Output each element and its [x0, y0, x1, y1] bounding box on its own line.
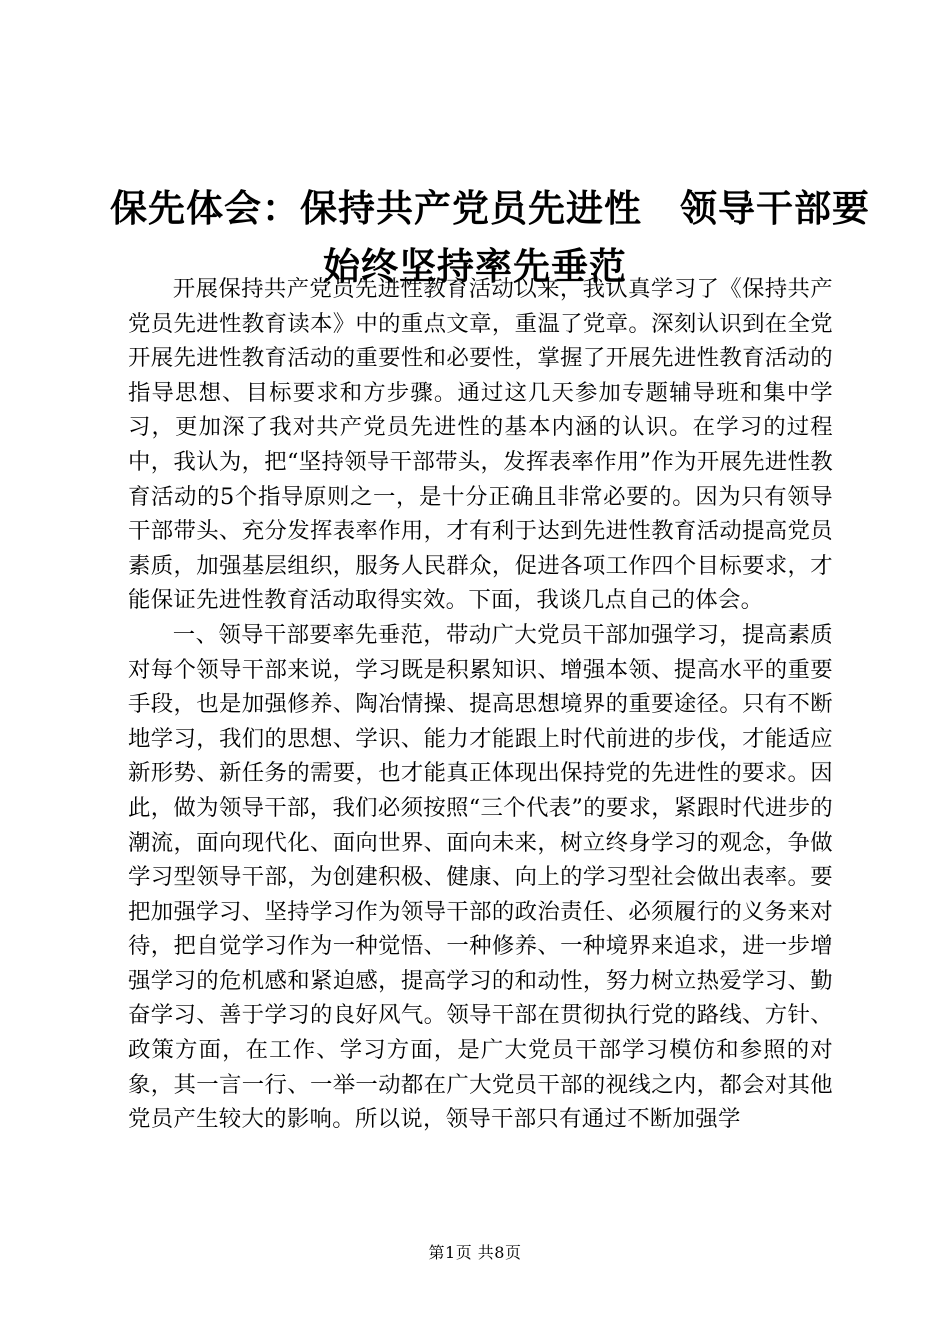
document-title-line-1: 保先体会：保持共产党员先进性 领导干部要	[110, 186, 870, 230]
body-paragraph-1: 开展保持共产党员先进性教育活动以来，我认真学习了《保持共产党员先进性教育读本》中的重点文章，重温了党章。深刻认识到在全党开展先进性教育活动的重要性和必要性，掌握了开展先进性教育活动的指导思想、目标要求和方步骤。通过这几天参加专题辅导班和集中学习，更加深了我对共产党员先进性的基本内涵的认识。在学习的过程中，我认为，把“坚持领导干部带头，发挥表率作用”作为开展先进性教育活动的5个指导原则之一，是十分正确且非常必要的。因为只有领导干部带头、充分发挥表率作用，才有利于达到先进性教育活动提高党员素质，加强基层组织，服务人民群众，促进各项工作四个目标要求，才能保证先进性教育活动取得实效。下面，我谈几点自己的体会。	[128, 276, 833, 614]
document-title-line-2: 始终坚持率先垂范	[323, 244, 627, 288]
page-number-footer: 第1页 共8页	[428, 1243, 522, 1262]
body-paragraph-2: 一、领导干部要率先垂范，带动广大党员干部加强学习，提高素质对每个领导干部来说，学习既是积累知识、增强本领、提高水平的重要手段，也是加强修养、陶冶情操、提高思想境界的重要途径。只有不断地学习，我们的思想、学识、能力才能跟上时代前进的步伐，才能适应新形势、新任务的需要，也才能真正体现出保持党的先进性的要求。因此，做为领导干部，我们必须按照“三个代表”的要求，紧跟时代进步的潮流，面向现代化、面向世界、面向未来，树立终身学习的观念，争做学习型领导干部，为创建积极、健康、向上的学习型社会做出表率。要把加强学习、坚持学习作为领导干部的政治责任、必须履行的义务来对待，把自觉学习作为一种觉悟、一种修养、一种境界来追求，进一步增强学习的危机感和紧迫感，提高学习的和动性，努力树立热爱学习、勤奋学习、善于学习的良好风气。领导干部在贯彻执行党的路线、方针、政策方面，在工作、学习方面，是广大党员干部学习模仿和参照的对象，其一言一行、一举一动都在广大党员干部的视线之内，都会对其他党员产生较大的影响。所以说，领导干部只有通过不断加强学	[128, 621, 833, 1133]
document-body	[128, 272, 833, 1137]
